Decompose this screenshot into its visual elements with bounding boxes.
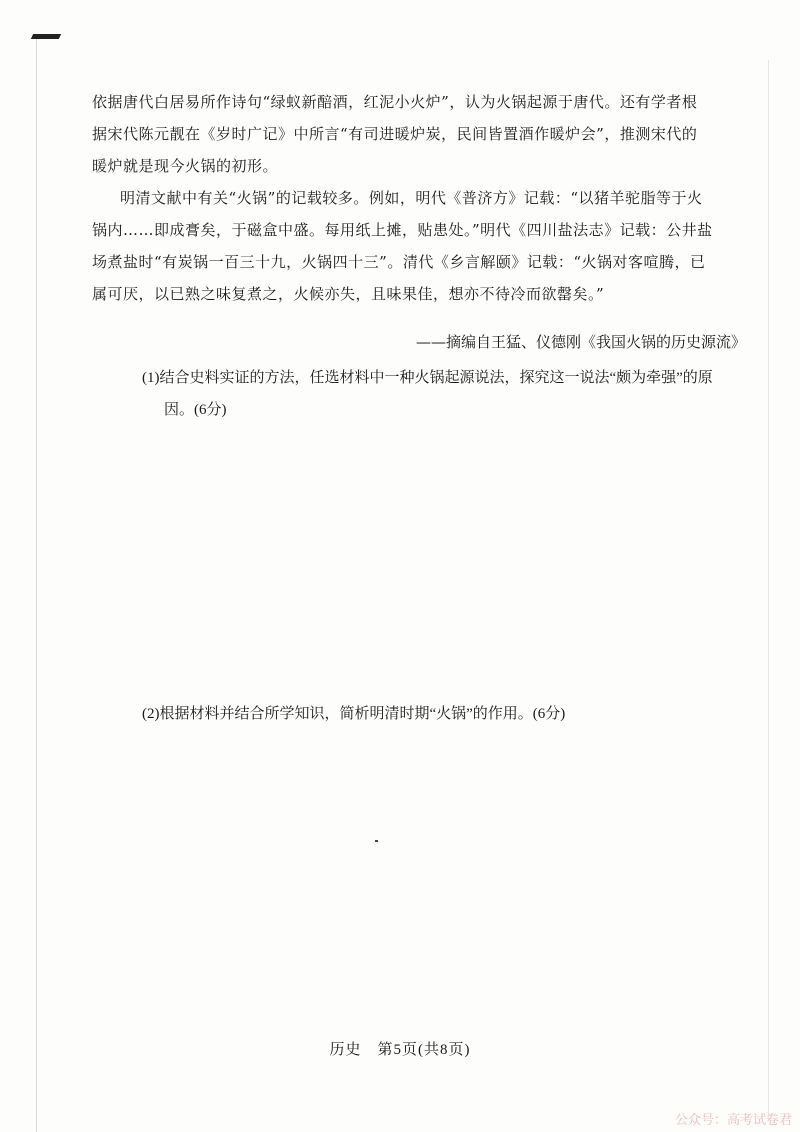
material-line: 据宋代陈元靓在《岁时广记》中所言“有司进暖炉炭，民间皆置酒作暖炉会”，推测宋代的 [92, 125, 698, 143]
binding-edge-line [36, 38, 37, 1132]
material-line: 场煮盐时“有炭锅一百三十九，火锅四十三”。清代《乡言解颐》记载：“火锅对客喧腾，已 [92, 253, 706, 271]
material-source: ——摘编自王猛、仪德刚《我国火锅的历史源流》 [415, 333, 746, 351]
question-1 [142, 362, 713, 426]
question-2 [142, 698, 565, 730]
question-1-line-2: 因。(6分) [164, 402, 227, 418]
material-line: 锅内……即成膏矣，于磁盒中盛。每用纸上摊，贴患处。”明代《四川盐法志》记载：公井盐 [92, 221, 713, 239]
watermark-text: 公众号：高考试卷君 [674, 1113, 792, 1128]
material-text [92, 86, 713, 310]
page-right-edge [768, 60, 769, 1120]
corner-mark [31, 34, 61, 39]
scan-speck [375, 840, 378, 842]
material-line: 明清文献中有关“火锅”的记载较多。例如，明代《普济方》记载：“以猪羊驼脂等于火 [120, 189, 703, 207]
question-2-text: (2)根据材料并结合所学知识，简析明清时期“火锅”的作用。(6分) [142, 706, 566, 722]
material-line: 属可厌，以已熟之味复煮之，火候亦失，且味果佳，想亦不待冷而欲罄矣。” [92, 285, 605, 303]
question-1-line-1: (1)结合史料实证的方法，任选材料中一种火锅起源说法，探究这一说法“颇为牵强”的原 [142, 370, 713, 386]
page-footer: 历史 第5页(共8页) [329, 1042, 471, 1058]
material-line: 暖炉就是现今火锅的初形。 [92, 157, 279, 175]
material-line: 依据唐代白居易所作诗句“绿蚁新醅酒，红泥小火炉”，认为火锅起源于唐代。还有学者根 [92, 93, 698, 111]
